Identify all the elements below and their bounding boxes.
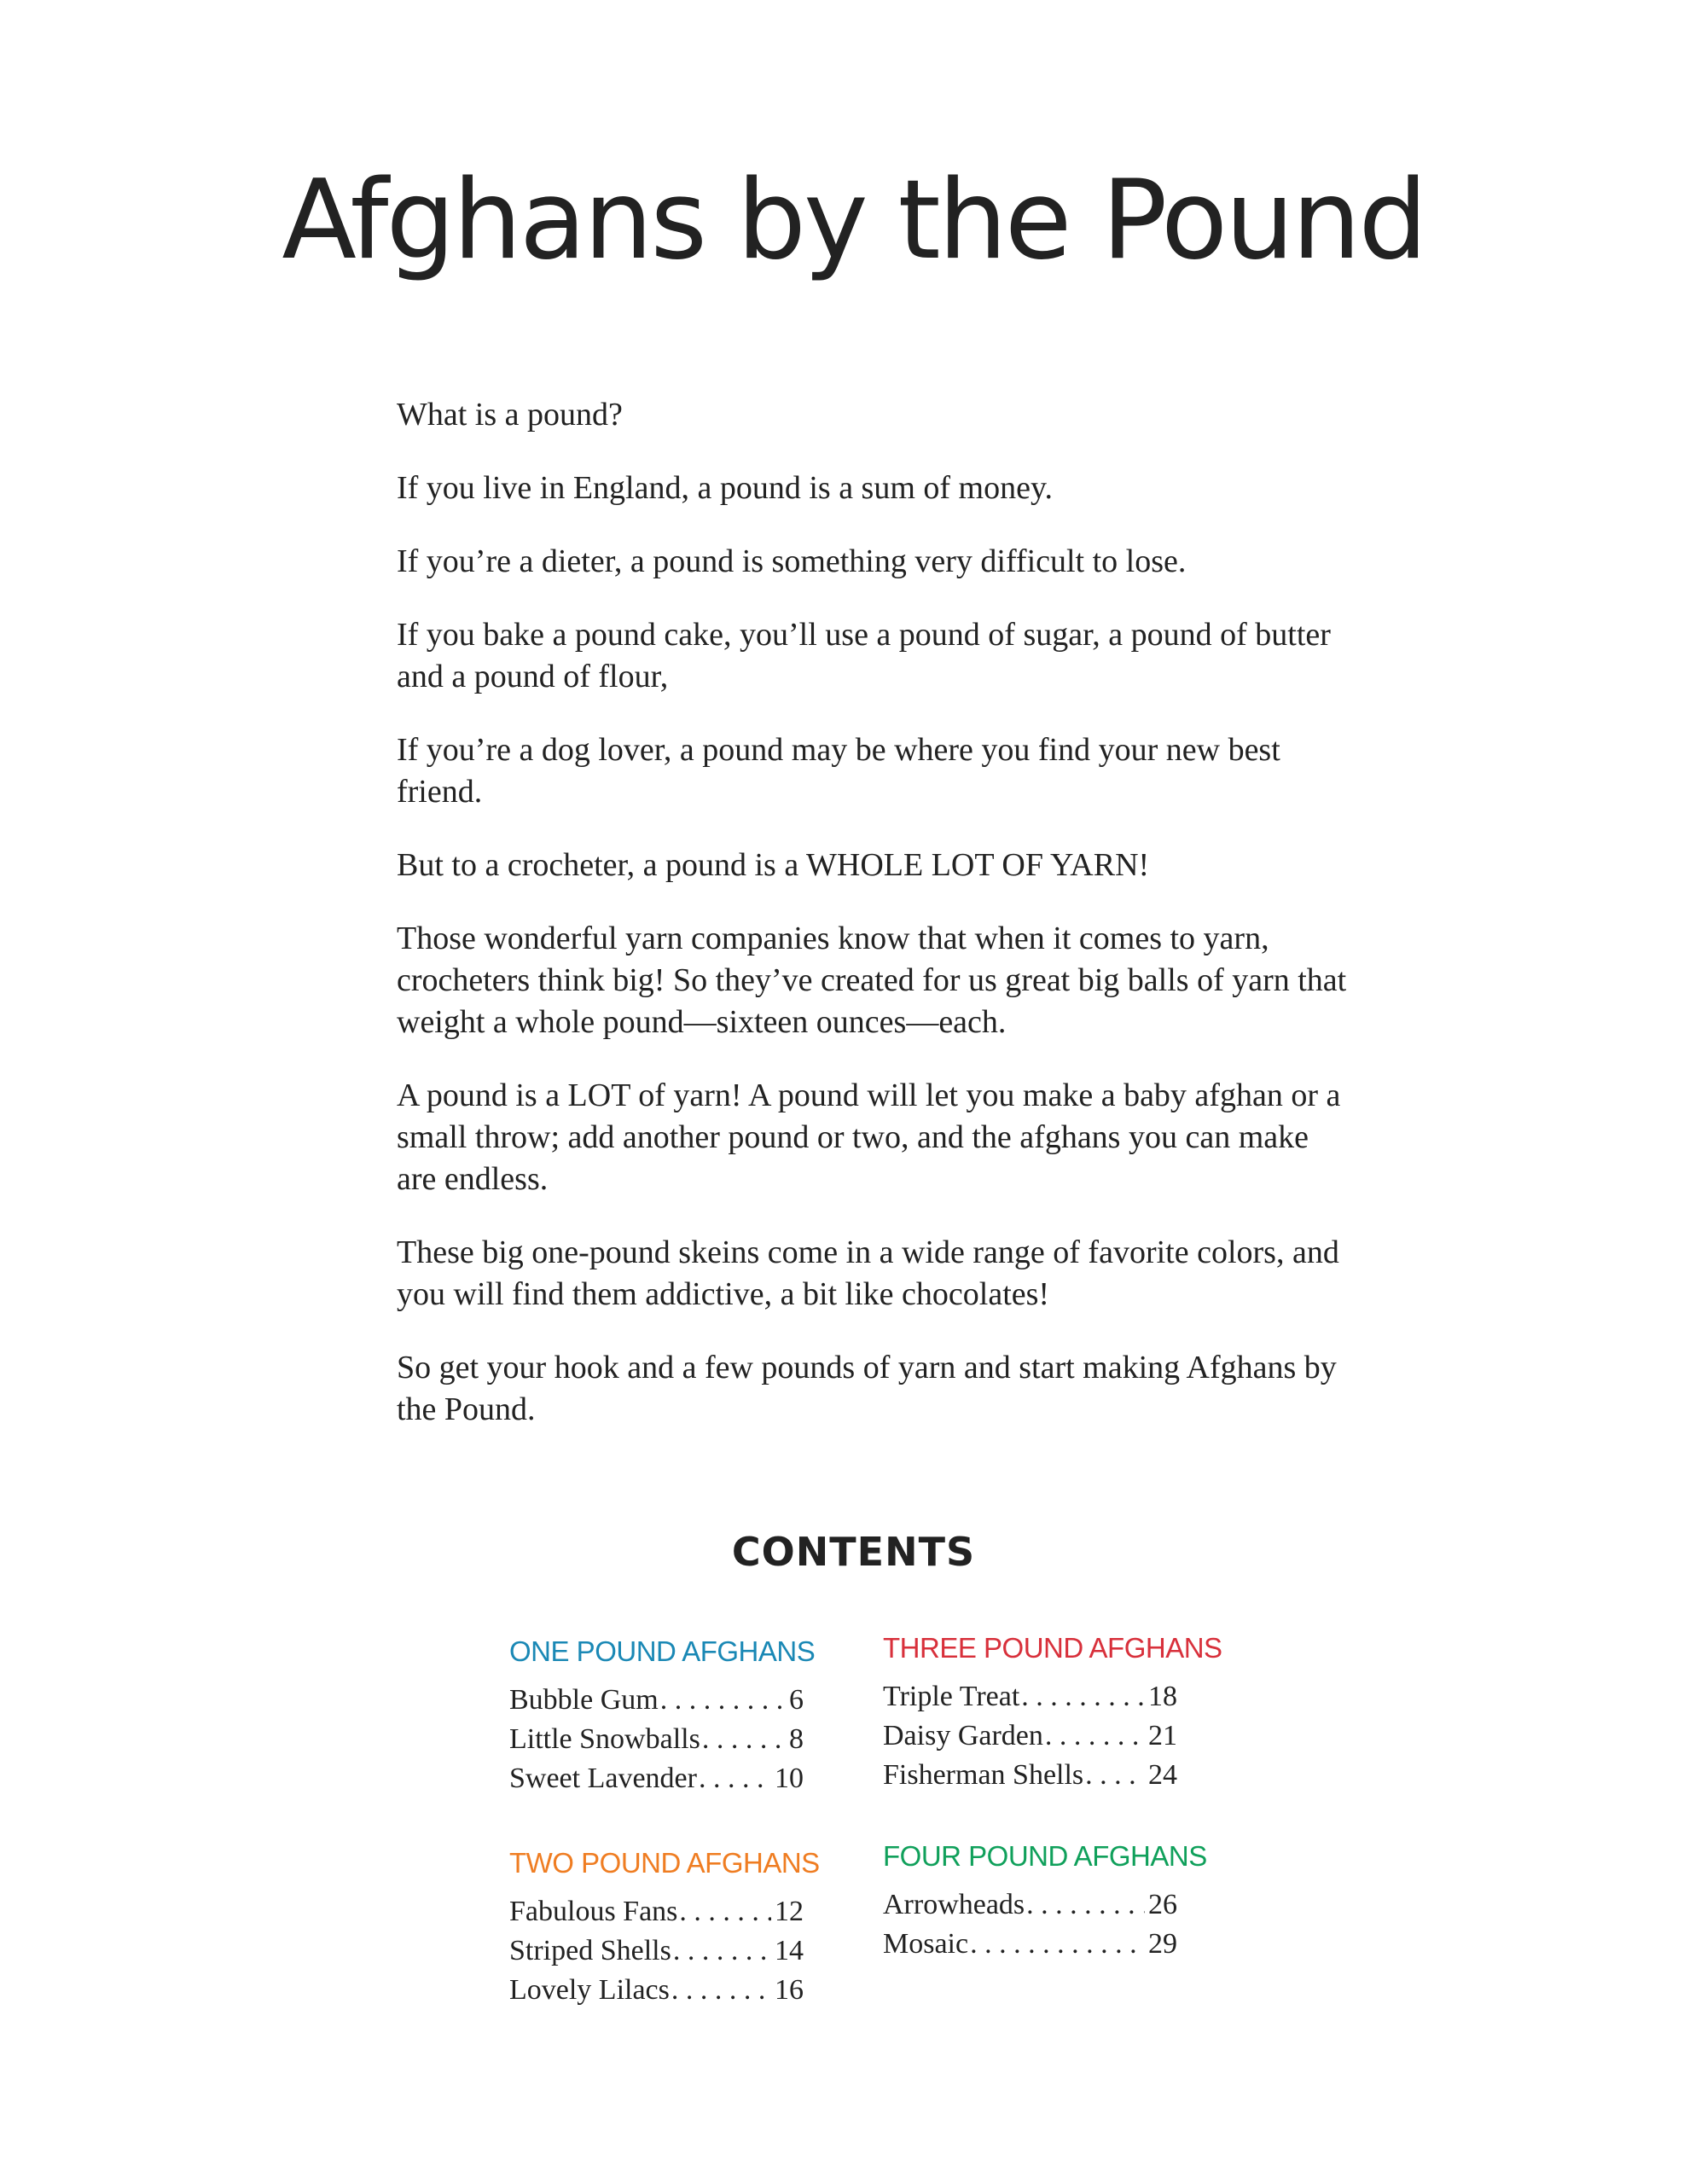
toc-entry-title: Mosaic <box>883 1928 969 1960</box>
dot-leader <box>968 1925 1145 1964</box>
toc-entry-page: 29 <box>1148 1928 1177 1960</box>
dot-leader <box>1025 1885 1145 1925</box>
intro-paragraph: Those wonderful yarn companies know that when it comes to yarn, crocheters think big! So they’ve created for us great big balls of yarn that weight a whole pound—sixteen ounces—each. <box>397 921 1347 1040</box>
toc-entry-fisherman-shells[interactable] <box>883 1756 1177 1795</box>
toc-list <box>509 1892 868 2010</box>
toc-entry-triple-treat[interactable] <box>883 1677 1177 1716</box>
toc-entry-title: Fabulous Fans <box>509 1896 678 1927</box>
dot-leader <box>697 1759 771 1798</box>
toc-entry-little-snowballs[interactable] <box>509 1720 804 1759</box>
toc-section-heading: TWO POUND AFGHANS <box>509 1847 820 1879</box>
toc-entry-title: Sweet Lavender <box>509 1763 697 1794</box>
intro-paragraph: What is a pound? <box>397 397 623 433</box>
toc-section-heading: ONE POUND AFGHANS <box>509 1635 816 1667</box>
toc-entry-fabulous-fans[interactable] <box>509 1892 804 1931</box>
toc-list <box>883 1885 1241 1964</box>
toc-entry-page: 24 <box>1148 1759 1177 1791</box>
toc-entry-mosaic[interactable] <box>883 1925 1177 1964</box>
dot-leader <box>671 1931 771 1971</box>
toc-entry-bubble-gum[interactable] <box>509 1681 804 1720</box>
toc-entry-title: Triple Treat <box>883 1681 1020 1712</box>
toc-entry-arrowheads[interactable] <box>883 1885 1177 1925</box>
toc-entry-title: Arrowheads <box>883 1889 1025 1920</box>
toc-list <box>509 1681 868 1798</box>
toc-entry-page: 14 <box>775 1935 804 1966</box>
intro-paragraph: A pound is a LOT of yarn! A pound will let you make a baby afghan or a small throw; add another pound or two, and the afghans you can make are endless. <box>397 1077 1341 1197</box>
toc-entry-page: 6 <box>789 1684 804 1716</box>
toc-entry-sweet-lavender[interactable] <box>509 1759 804 1798</box>
intro-paragraph: If you live in England, a pound is a sum of money. <box>397 470 1054 506</box>
toc-section-two-pound <box>509 1846 868 2010</box>
toc-entry-title: Bubble Gum <box>509 1684 659 1716</box>
toc-entry-page: 16 <box>775 1974 804 2006</box>
intro-text <box>397 394 1352 1462</box>
toc-entry-title: Fisherman Shells <box>883 1759 1084 1791</box>
intro-paragraph: If you’re a dieter, a pound is something very difficult to lose. <box>397 543 1187 579</box>
dot-leader <box>1043 1716 1145 1756</box>
dot-leader <box>670 1971 771 2010</box>
dot-leader <box>1083 1756 1145 1795</box>
contents-heading: CONTENTS <box>731 1529 976 1575</box>
dot-leader <box>700 1720 786 1759</box>
toc-entry-striped-shells[interactable] <box>509 1931 804 1971</box>
toc-entry-title: Little Snowballs <box>509 1723 700 1755</box>
toc-entry-page: 12 <box>775 1896 804 1927</box>
page-title: Afghans by the Pound <box>282 157 1425 284</box>
toc-section-heading: FOUR POUND AFGHANS <box>883 1840 1207 1872</box>
intro-paragraph: If you bake a pound cake, you’ll use a pound of sugar, a pound of butter and a pound of flour, <box>397 617 1331 694</box>
toc-entry-title: Striped Shells <box>509 1935 671 1966</box>
toc-list <box>883 1677 1241 1795</box>
toc-section-three-pound <box>883 1631 1241 1795</box>
toc-entry-page: 18 <box>1148 1681 1177 1712</box>
toc-section-four-pound <box>883 1839 1241 1964</box>
toc-entry-page: 10 <box>775 1763 804 1794</box>
toc-entry-title: Lovely Lilacs <box>509 1974 670 2006</box>
dot-leader <box>1019 1677 1145 1716</box>
dot-leader <box>659 1681 786 1720</box>
dot-leader <box>677 1892 771 1931</box>
intro-paragraph: If you’re a dog lover, a pound may be where you find your new best friend. <box>397 732 1280 810</box>
toc-entry-page: 21 <box>1148 1720 1177 1751</box>
toc-entry-page: 8 <box>789 1723 804 1755</box>
toc-entry-title: Daisy Garden <box>883 1720 1043 1751</box>
toc-entry-daisy-garden[interactable] <box>883 1716 1177 1756</box>
toc-entry-page: 26 <box>1148 1889 1177 1920</box>
toc-entry-lovely-lilacs[interactable] <box>509 1971 804 2010</box>
intro-paragraph: So get your hook and a few pounds of yarn and start making Afghans by the Pound. <box>397 1350 1337 1427</box>
toc-section-heading: THREE POUND AFGHANS <box>883 1632 1222 1664</box>
intro-paragraph: But to a crocheter, a pound is a WHOLE LOT OF YARN! <box>397 847 1150 883</box>
intro-paragraph: These big one-pound skeins come in a wide range of favorite colors, and you will find them addictive, a bit like chocolates! <box>397 1234 1339 1312</box>
toc-section-one-pound <box>509 1635 868 1798</box>
